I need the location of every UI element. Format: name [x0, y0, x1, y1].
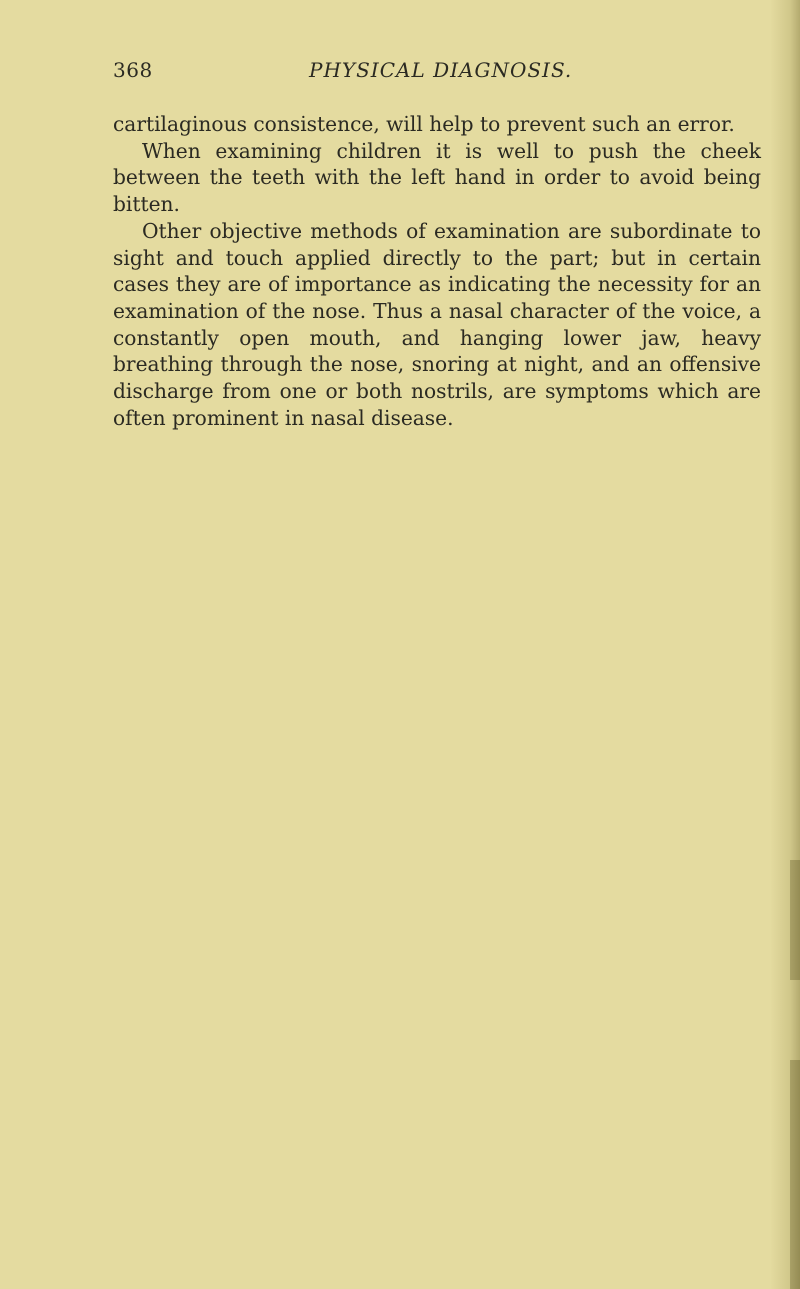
page-edge-shadow — [790, 1060, 800, 1289]
running-title: PHYSICAL DIAGNOSIS. — [309, 58, 573, 82]
page-number: 368 — [113, 58, 153, 82]
paragraph-continuation: cartilaginous consistence, will help to prevent such an error. — [113, 112, 735, 136]
body-text — [113, 111, 761, 431]
paragraph-examining-children: When examining children it is well to push the cheek between the teeth with the left hand in order to avoid being bitten. — [113, 138, 761, 217]
page-header — [113, 58, 763, 88]
paragraph-objective-methods: Other objective methods of examination are subordinate to sight and touch applied directly to the part; but in certain cases they are of importance as indicating the necessity for an examination of the nose. Thus a nasal character of the voice, a constantly open mouth, and hanging lower jaw, heavy breathing through the nose, snoring at night, and an offensive discharge from one or both nostrils, are symptoms which are often prominent in nasal disease. — [113, 218, 761, 430]
page-edge-shadow — [790, 860, 800, 980]
